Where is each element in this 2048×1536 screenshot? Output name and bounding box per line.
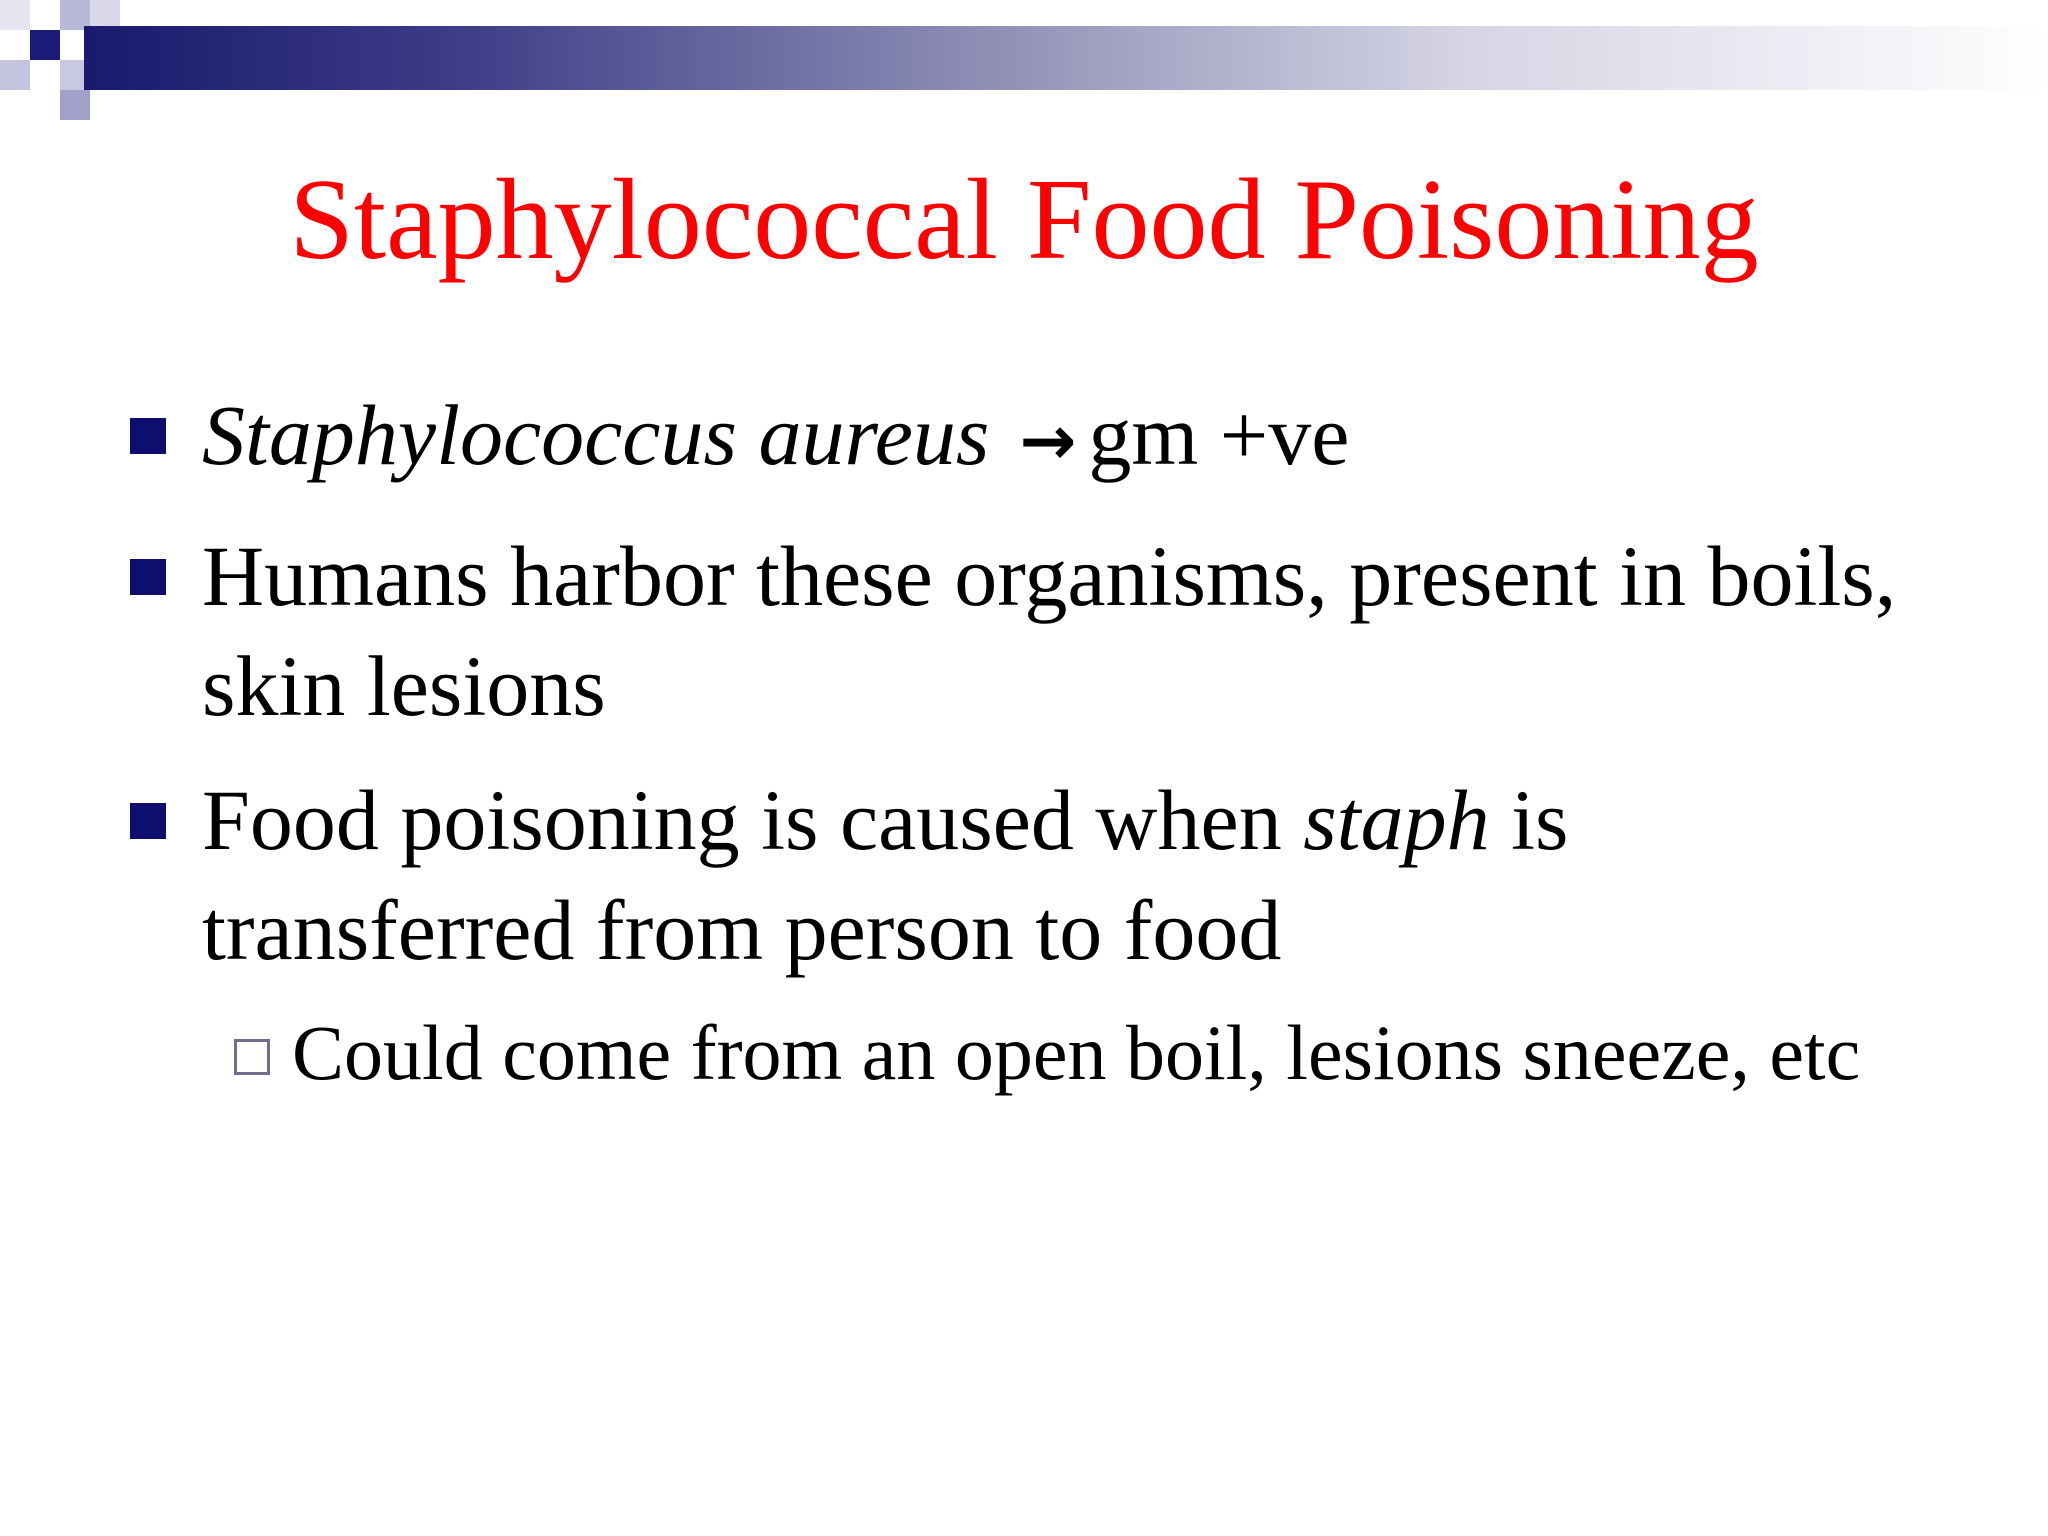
bullet-text-start: Food poisoning is caused when <box>202 772 1304 868</box>
decorative-square <box>60 90 90 120</box>
sub-bullet-text: Could come from an open boil, lesions sneeze, etc <box>292 1009 1861 1096</box>
sub-bullet-item <box>0 1003 2048 1103</box>
italic-term: staph <box>1303 772 1490 868</box>
bullet-text: Humans harbor these organisms, present in boils, skin lesions <box>202 528 1897 734</box>
organism-name: Staphylococcus aureus <box>202 387 990 483</box>
slide-title: Staphylococcal Food Poisoning <box>289 156 1759 284</box>
square-bullet-icon <box>130 418 166 454</box>
decorative-square <box>30 30 60 60</box>
bullet-item <box>0 765 1902 985</box>
decorative-square <box>0 0 30 30</box>
square-bullet-icon <box>130 803 166 839</box>
bullet-item <box>0 521 1902 741</box>
bullet-list <box>0 380 2048 1103</box>
gram-stain-text: gm +ve <box>1088 387 1350 483</box>
bullet-text-end: is transferred from person to food <box>202 772 1569 978</box>
header-gradient-bar <box>84 26 2048 90</box>
hollow-square-bullet-icon <box>234 1039 270 1075</box>
bullet-item <box>0 380 1902 497</box>
arrow-icon: → <box>1019 402 1077 481</box>
square-bullet-icon <box>130 559 166 595</box>
decorative-square <box>0 60 30 90</box>
